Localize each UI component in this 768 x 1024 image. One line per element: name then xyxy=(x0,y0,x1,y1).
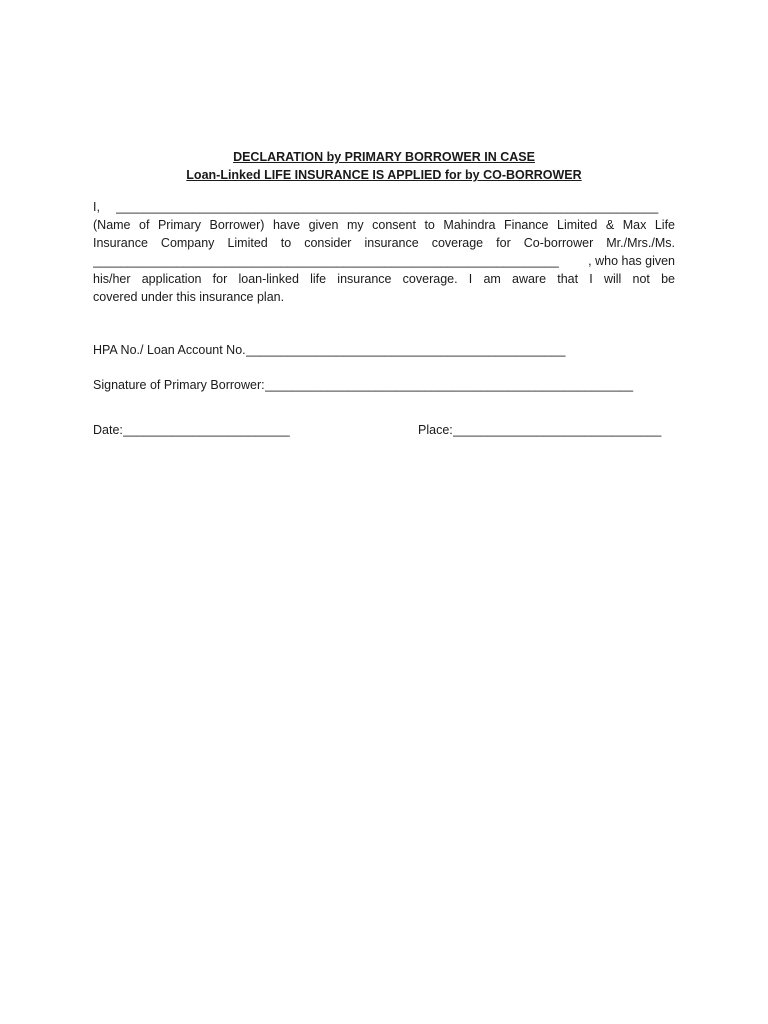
declaration-prefix: I, xyxy=(93,200,100,214)
primary-borrower-name-blank[interactable]: ______________________________________________________________________________ xyxy=(115,200,659,214)
declaration-line-3: Insurance Company Limited to consider insurance coverage for Co-borrower Mr./Mrs./Ms. xyxy=(93,236,675,250)
place-blank[interactable]: ______________________________ xyxy=(452,423,662,437)
place-field xyxy=(418,421,675,439)
date-blank[interactable]: ________________________ xyxy=(122,423,290,437)
signature-blank[interactable]: _____________________________________________________ xyxy=(264,378,634,392)
signature-label: Signature of Primary Borrower: xyxy=(93,378,265,392)
title-line-1: DECLARATION by PRIMARY BORROWER IN CASE xyxy=(233,150,535,164)
declaration-subtitle xyxy=(93,166,675,184)
declaration-line-1 xyxy=(93,198,675,216)
declaration-paragraph xyxy=(93,198,675,306)
hpa-label: HPA No./ Loan Account No. xyxy=(93,343,246,357)
declaration-line-2: (Name of Primary Borrower) have given my consent to Mahindra Finance Limited & Max Life xyxy=(93,218,675,232)
date-field xyxy=(93,421,308,439)
signature-field xyxy=(93,376,675,394)
hpa-loan-account-field xyxy=(93,341,597,359)
declaration-line-4 xyxy=(93,252,675,270)
declaration-title xyxy=(93,148,675,166)
declaration-line-4-suffix: , who has given xyxy=(588,254,675,268)
title-line-2: Loan-Linked LIFE INSURANCE IS APPLIED for by CO-BORROWER xyxy=(186,168,582,182)
place-label: Place: xyxy=(418,423,453,437)
date-label: Date: xyxy=(93,423,123,437)
declaration-line-6: covered under this insurance plan. xyxy=(93,290,285,304)
declaration-line-5: his/her application for loan-linked life insurance coverage. I am aware that I will not be xyxy=(93,272,675,286)
hpa-loan-account-blank[interactable]: ______________________________________________ xyxy=(245,343,566,357)
co-borrower-name-blank[interactable]: ___________________________________________________________________ xyxy=(93,254,559,268)
